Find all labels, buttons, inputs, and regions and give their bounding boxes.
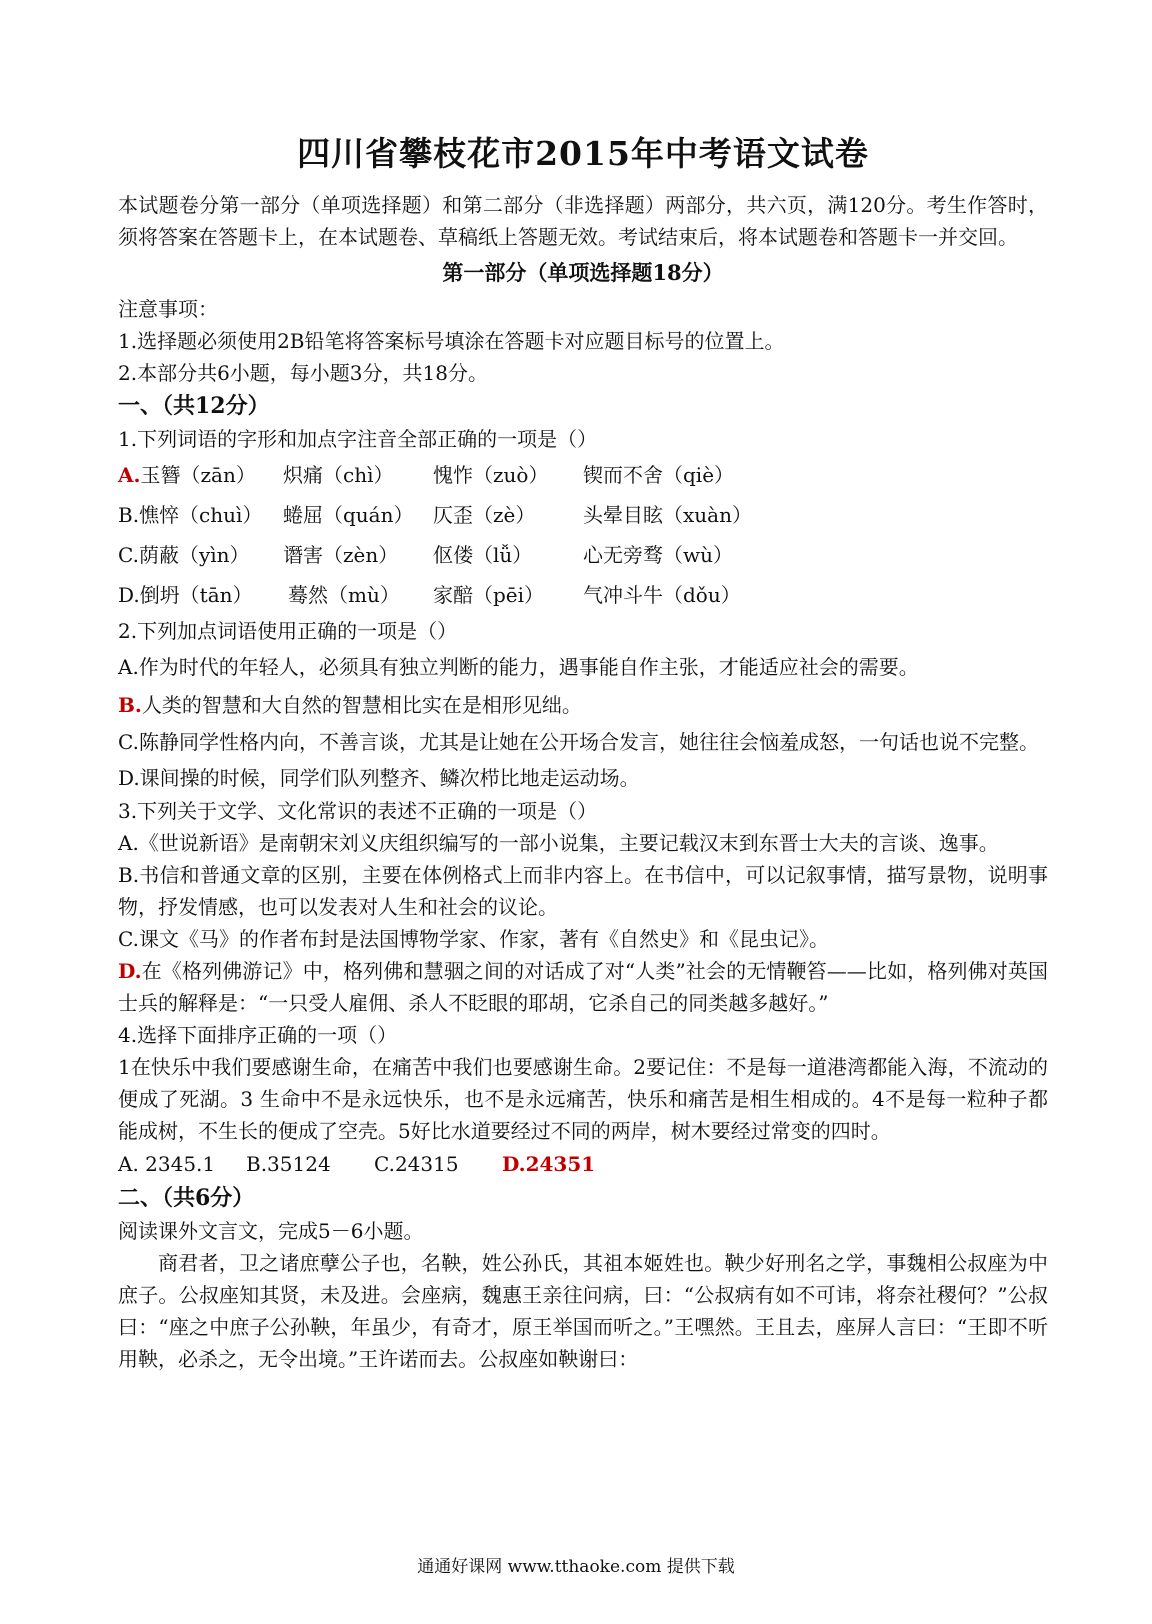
q3-option-d-text: 在《格列佛游记》中，格列佛和慧骃之间的对话成了对“人类”社会的无情鞭笞——比如，格列佛对英国士兵的解释是：“一只受人雇佣、杀人不眨眼的耶胡，它杀自己的同类越多越好。” <box>118 959 1048 1015</box>
q4-choice-d-answer: D.24351 <box>502 1152 596 1176</box>
q2-option-b <box>118 687 1048 723</box>
q1-a-item: 玉簪（zān） <box>140 463 256 487</box>
q1-d-item: 倒坍（tān） <box>139 583 253 607</box>
q1-option-a <box>118 455 1048 495</box>
q3-stem: 3.下列关于文学、文化常识的表述不正确的一项是（） <box>118 799 598 823</box>
reading-passage: 商君者，卫之诸庶孽公子也，名鞅，姓公孙氏，其祖本姬姓也。鞅少好刑名之学，事魏相公叔座为中庶子。公叔座知其贤，未及进。会座病，魏惠王亲往问病，曰：“公叔病有如不可讳，将奈社稷何？”公叔曰：“座之中庶子公孙鞅，年虽少，有奇才，原王举国而听之。”王嘿然。王且去，座屏人言曰：“王即不听用鞅，必杀之，无令出境。”王许诺而去。公叔座如鞅谢曰： <box>118 1251 1048 1371</box>
q1-c-item: 荫蔽（yìn） <box>138 543 250 567</box>
option-letter: B. <box>118 503 140 527</box>
option-letter: D. <box>118 583 140 607</box>
q1-b-item: 头晕目眩（xuàn） <box>583 503 752 527</box>
q1-b-item: 憔悴（chuì） <box>139 503 263 527</box>
q1-a-item: 炽痛（chì） <box>283 463 394 487</box>
q3-option-a: A.《世说新语》是南朝宋刘义庆组织编写的一部小说集，主要记载汉末到东晋士大夫的言谈、逸事。 <box>118 831 999 855</box>
q3-option-c: C.课文《马》的作者布封是法国博物学家、作家，著有《自然史》和《昆虫记》。 <box>118 927 829 951</box>
notice-item: 2.本部分共6小题，每小题3分，共18分。 <box>118 361 488 385</box>
q1-c-item: 心无旁骛（wù） <box>583 543 733 567</box>
q1-d-item: 气冲斗牛（dǒu） <box>583 583 741 607</box>
answer-letter-a: A. <box>118 463 141 487</box>
option-letter: C. <box>118 543 139 567</box>
answer-letter-d: D. <box>118 959 142 983</box>
q4-choice-b: B.35124 <box>246 1152 331 1176</box>
q1-a-item: 锲而不舍（qiè） <box>583 463 735 487</box>
q1-option-c <box>118 535 1048 575</box>
q1-option-b <box>118 495 1048 535</box>
intro-paragraph: 本试题卷分第一部分（单项选择题）和第二部分（非选择题）两部分，共六页，满120分。考生作答时，须将答案在答题卡上，在本试题卷、草稿纸上答题无效。考试结束后，将本试题卷和答题卡一并交回。 <box>118 193 1048 249</box>
q2-option-d: D.课间操的时候，同学们队列整齐、鳞次栉比地走运动场。 <box>118 766 640 790</box>
q2-option-c: C.陈静同学性格内向，不善言谈，尤其是让她在公开场合发言，她往往会恼羞成怒，一句话也说不完整。 <box>118 730 1039 754</box>
reading-instruction: 阅读课外文言文，完成5－6小题。 <box>118 1219 424 1243</box>
footer-credit: 通通好课网 www.tthaoke.com 提供下载 <box>417 1557 735 1577</box>
q4-stem: 4.选择下面排序正确的一项（） <box>118 1023 398 1047</box>
q4-text: 1在快乐中我们要感谢生命，在痛苦中我们也要感谢生命。2要记住：不是每一道港湾都能入海，不流动的便成了死湖。3 生命中不是永远快乐，也不是永远痛苦，快乐和痛苦是相生相成的。4不是每一粒种子都能成树，不生长的便成了空壳。5好比水道要经过不同的两岸，树木要经过常变的四时。 <box>118 1055 1048 1143</box>
q1-b-item: 蜷屈（quán） <box>283 503 414 527</box>
q4-choices <box>118 1147 1048 1181</box>
exam-page <box>118 128 1048 1375</box>
section-1-title: 一、（共12分） <box>118 393 270 419</box>
q3-option-b: B.书信和普通文章的区别，主要在体例格式上而非内容上。在书信中，可以记叙事情，描写景物，说明事物，抒发情感，也可以发表对人生和社会的议论。 <box>118 863 1048 919</box>
q1-d-item: 蓦然（mù） <box>288 583 400 607</box>
q1-b-item: 仄歪（zè） <box>433 503 536 527</box>
part1-title: 第一部分（单项选择题18分） <box>442 260 724 285</box>
q1-c-item: 谮害（zèn） <box>283 543 399 567</box>
q4-choice-a: A. 2345.1 <box>118 1152 216 1176</box>
answer-letter-b: B. <box>118 693 142 717</box>
section-2-title: 二、（共6分） <box>118 1185 255 1211</box>
notice-item: 1.选择题必须使用2B铅笔将答案标号填涂在答题卡对应题目标号的位置上。 <box>118 329 785 353</box>
q2-option-b-text: 人类的智慧和大自然的智慧相比实在是相形见绌。 <box>141 693 582 717</box>
q1-option-d <box>118 575 1048 615</box>
q3-option-d <box>118 955 1048 1019</box>
q1-stem: 1.下列词语的字形和加点字注音全部正确的一项是（） <box>118 427 598 451</box>
q2-stem: 2.下列加点词语使用正确的一项是（） <box>118 619 458 643</box>
q1-d-item: 家醅（pēi） <box>433 583 545 607</box>
q4-choice-c: C.24315 <box>374 1152 459 1176</box>
notice-label: 注意事项： <box>118 297 218 321</box>
q2-option-a: A.作为时代的年轻人，必须具有独立判断的能力，遇事能自作主张，才能适应社会的需要。 <box>118 655 919 679</box>
q1-a-item: 愧怍（zuò） <box>433 463 549 487</box>
page-title: 四川省攀枝花市2015年中考语文试卷 <box>297 134 869 173</box>
q1-c-item: 伛偻（lǚ） <box>433 543 533 567</box>
